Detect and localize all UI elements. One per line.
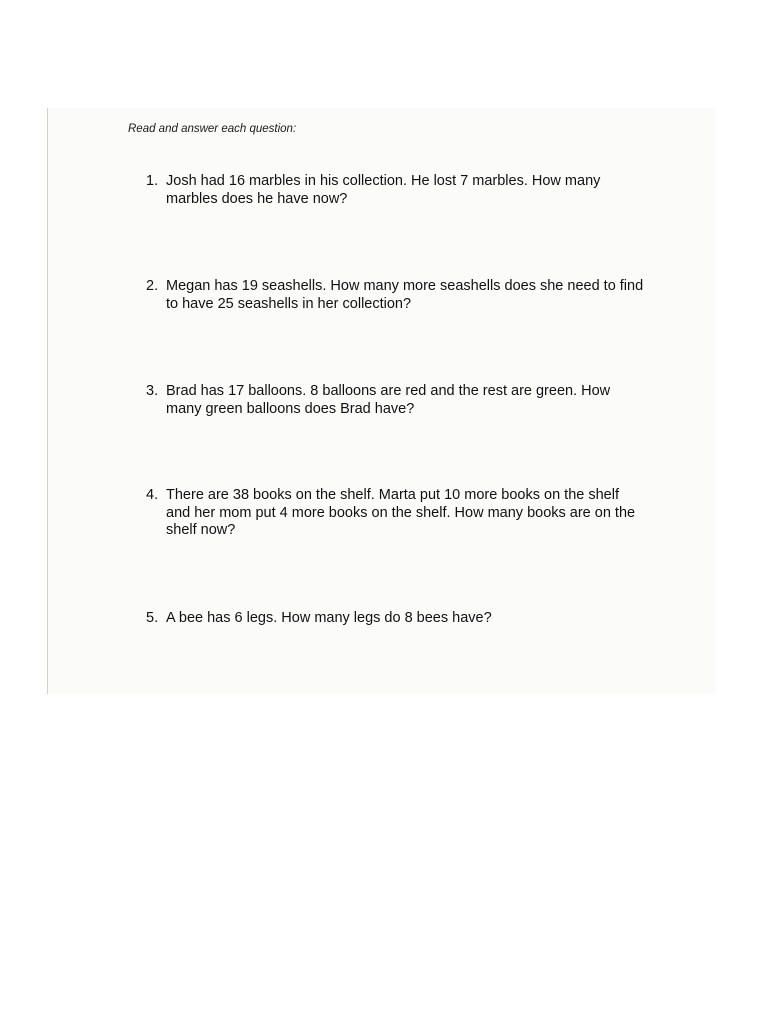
question-text: Brad has 17 balloons. 8 balloons are red and the rest are green. How many green balloons does Brad have? — [166, 383, 611, 417]
question-text: There are 38 books on the shelf. Marta put 10 more books on the shelf and her mom put 4 more books on the shelf. How many books are on the shelf now? — [166, 487, 636, 538]
worksheet-page — [47, 108, 716, 694]
instructions-text: Read and answer each question: — [128, 123, 297, 135]
question-number: 1. — [146, 173, 159, 189]
question-text: Megan has 19 seashells. How many more seashells does she need to find to have 25 seashells in her collection? — [166, 278, 644, 312]
question-1 — [146, 173, 646, 208]
question-5 — [146, 610, 646, 628]
question-text: A bee has 6 legs. How many legs do 8 bees have? — [166, 610, 492, 626]
question-number: 2. — [146, 278, 159, 294]
question-number: 3. — [146, 383, 159, 399]
question-3 — [146, 383, 646, 418]
question-4 — [146, 487, 646, 540]
question-text: Josh had 16 marbles in his collection. He lost 7 marbles. How many marbles does he have now? — [166, 173, 601, 207]
question-2 — [146, 278, 646, 313]
question-number: 5. — [146, 610, 159, 626]
question-number: 4. — [146, 487, 159, 503]
